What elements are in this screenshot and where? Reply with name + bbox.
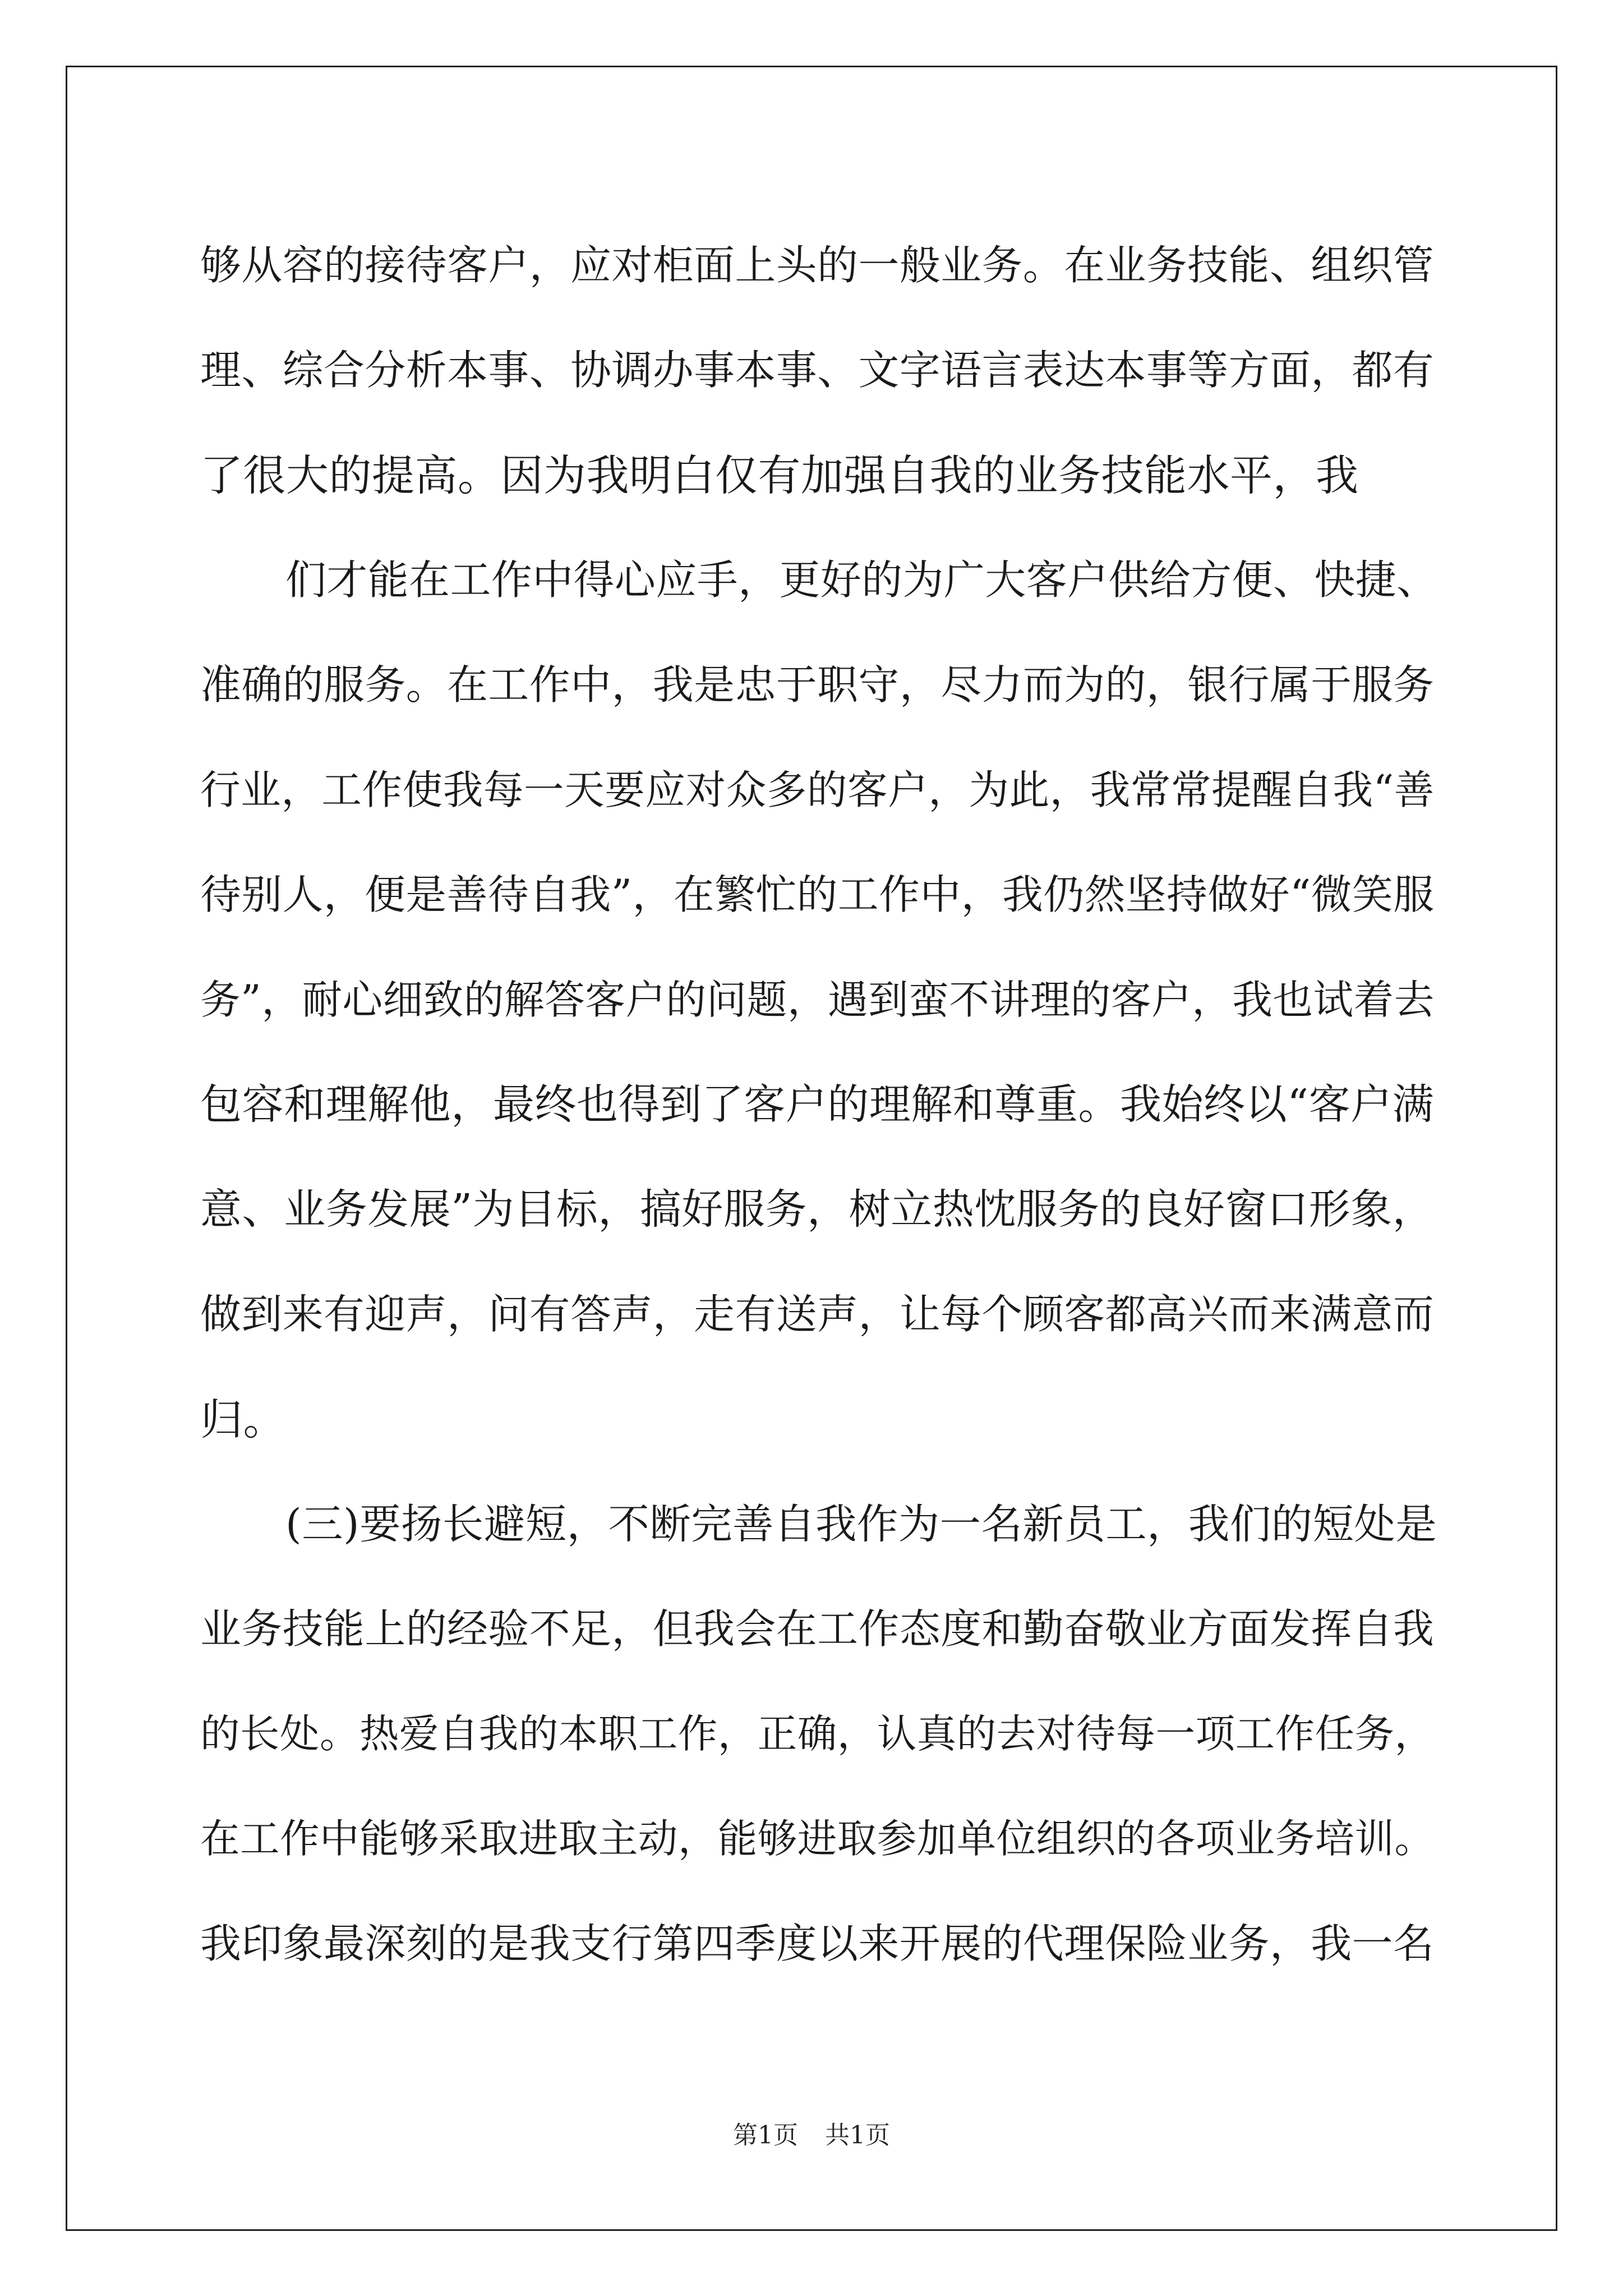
text-line: 我印象最深刻的是我支行第四季度以来开展的代理保险业务，我一名 [200,1920,1435,1968]
page-number: 第1页 [733,2121,798,2150]
text-line: 行业，工作使我每一天要应对众多的客户，为此，我常常提醒自我“善 [200,767,1435,813]
page-footer [0,2119,1623,2152]
text-line: 的长处。热爱自我的本职工作，正确，认真的去对待每一项工作任务， [200,1711,1435,1757]
page-total: 共1页 [825,2121,890,2150]
text-line: 业务技能上的经验不足，但我会在工作态度和勤奋敬业方面发挥自我 [200,1605,1435,1653]
text-line: 意、业务发展”为目标，搞好服务，树立热忱服务的良好窗口形象， [200,1185,1435,1234]
text-line: 们才能在工作中得心应手，更好的为广大客户供给方便、快捷、 [285,556,1438,604]
text-line: 归。 [200,1395,286,1444]
text-line: 在工作中能够采取进取主动，能够进取参加单位组织的各项业务培训。 [200,1816,1435,1862]
text-line: 务”，耐心细致的解答客户的问题，遇到蛮不讲理的客户，我也试着去 [200,977,1435,1023]
document-body [200,213,1438,1996]
text-line: 理、综合分析本事、协调办事本事、文字语言表达本事等方面，都有 [200,347,1435,394]
text-line: 包容和理解他，最终也得到了客户的理解和尊重。我始终以“客户满 [200,1080,1435,1129]
text-line: 待别人，便是善待自我”，在繁忙的工作中，我仍然坚持做好“微笑服 [200,871,1435,919]
text-line: 做到来有迎声，问有答声，走有送声，让每个顾客都高兴而来满意而 [200,1291,1435,1338]
text-line: 准确的服务。在工作中，我是忠于职守，尽力而为的，银行属于服务 [200,661,1435,709]
text-line: (三)要扬长避短，不断完善自我作为一名新员工，我们的短处是 [285,1501,1437,1548]
text-line: 够从容的接待客户，应对柜面上头的一般业务。在业务技能、组织管 [200,242,1435,289]
text-line: 了很大的提高。因为我明白仅有加强自我的业务技能水平，我 [200,450,1359,500]
